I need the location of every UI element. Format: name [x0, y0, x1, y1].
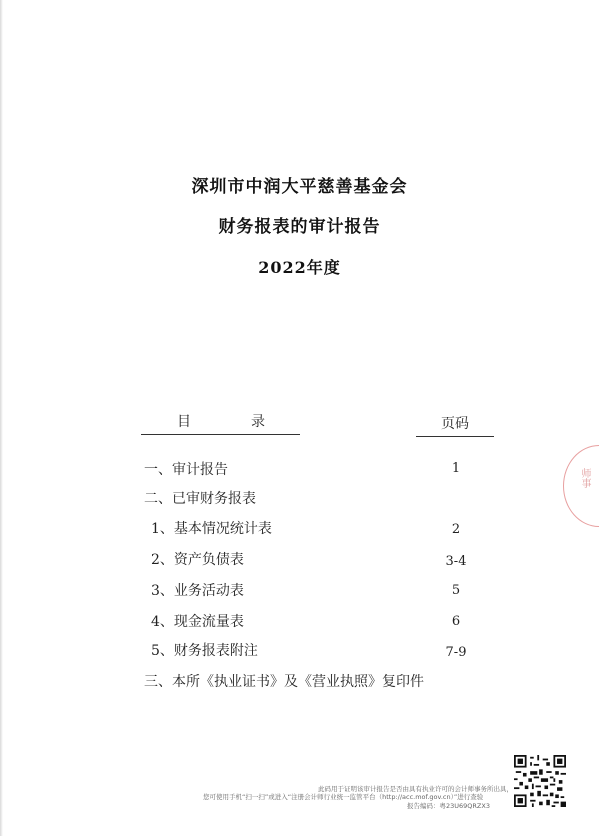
toc-rule-right: [416, 436, 494, 437]
footer-report-code: 报告编码：粤23U69QRZX3: [407, 802, 490, 810]
toc-page-balance-sheet: 3-4: [445, 554, 467, 569]
toc-item-notes: 5、财务报表附注: [151, 643, 258, 659]
toc-page-audit-report: 1: [451, 461, 461, 476]
toc-header-char-2: 录: [251, 414, 265, 430]
toc-page-notes: 7-9: [445, 645, 467, 660]
toc-page-activity-statement: 5: [451, 583, 461, 598]
toc-item-activity-statement: 3、业务活动表: [151, 583, 244, 599]
toc-item-financial-statements: 二、已审财务报表: [144, 491, 256, 507]
page-edge: [0, 0, 3, 836]
toc-item-balance-sheet: 2、资产负债表: [151, 552, 244, 568]
footer-verify-instructions: 您可使用手机“扫一扫”或进入“注册会计师行业统一监管平台（http://acc.mof.gov.cn）”进行查验: [203, 793, 484, 801]
toc-page-basic-info: 2: [451, 522, 461, 537]
report-title: 财务报表的审计报告: [218, 217, 381, 237]
footer-verify-note: 此码用于证明该审计报告是否由具有执业许可的会计师事务所出具，: [318, 785, 513, 793]
toc-page-cash-flow: 6: [451, 614, 461, 629]
report-year: 2022年度: [258, 258, 341, 277]
seal-stamp-text: 师事: [579, 468, 590, 488]
toc-header-contents: [177, 411, 265, 431]
toc-item-basic-info: 1、基本情况统计表: [151, 521, 272, 537]
toc-header-page: 页码: [441, 416, 469, 432]
toc-item-cash-flow: 4、现金流量表: [151, 614, 244, 630]
toc-rule-left: [141, 434, 300, 435]
toc-item-certificates: 三、本所《执业证书》及《营业执照》复印件: [144, 674, 424, 690]
toc-header-char-1: 目: [177, 414, 191, 430]
qr-code-icon: [514, 755, 566, 807]
toc-item-audit-report: 一、审计报告: [144, 462, 228, 478]
org-title: 深圳市中润大平慈善基金会: [191, 177, 408, 197]
